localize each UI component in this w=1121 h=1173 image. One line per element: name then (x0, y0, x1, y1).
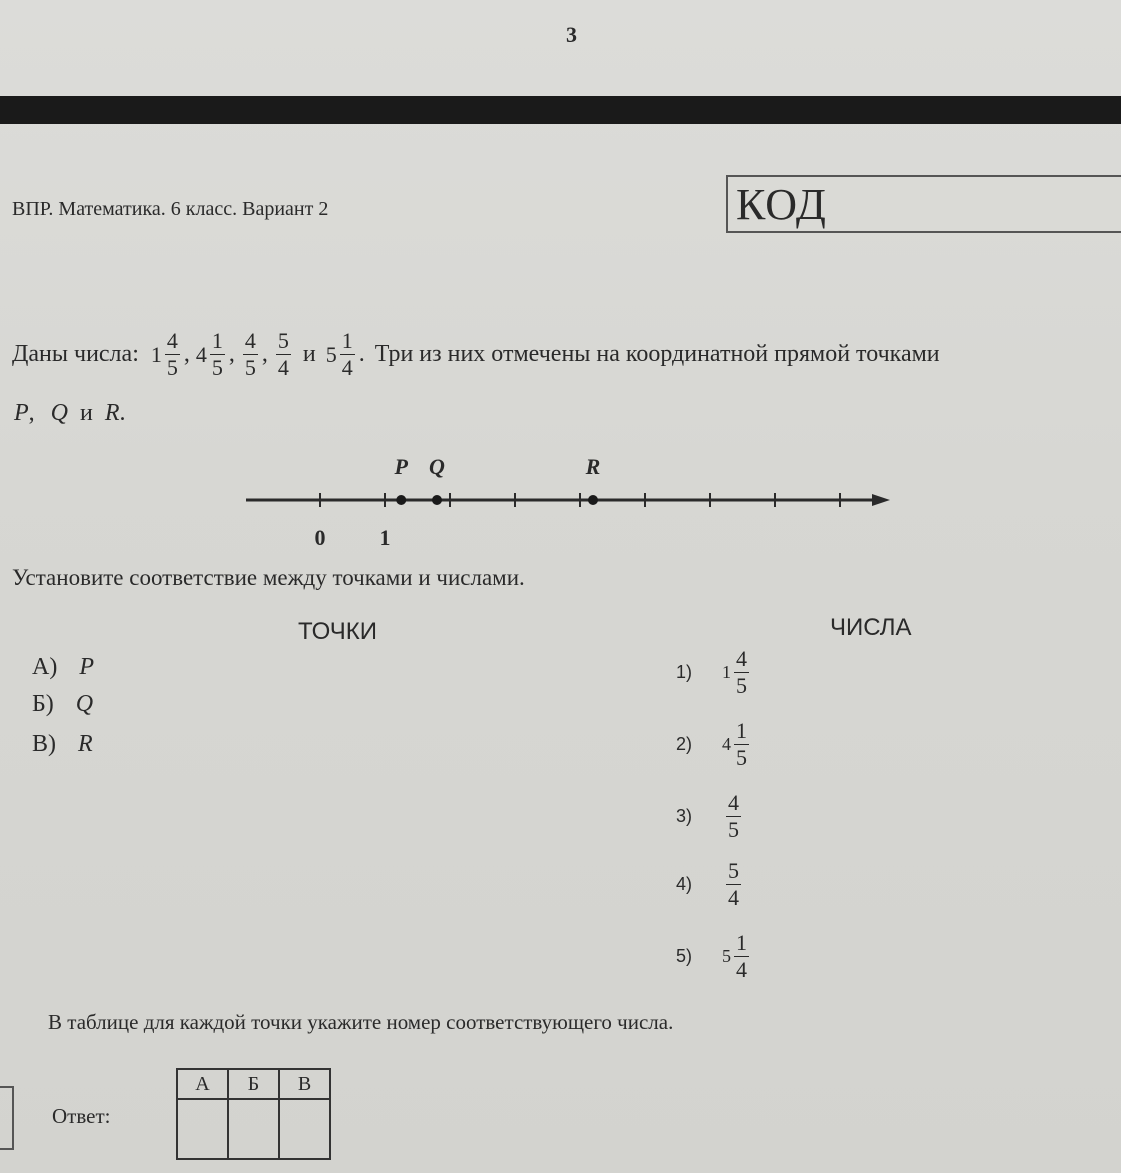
code-label: КОД (736, 180, 827, 229)
page-number: 3 (566, 22, 577, 47)
label-point-r: R (585, 454, 601, 479)
margin-mark (0, 1086, 14, 1150)
point-item-a: А) P (32, 654, 94, 680)
label-zero: 0 (314, 525, 326, 550)
given-number-4: $\frac{5}{4}$ (277, 328, 289, 380)
task-text-after: Три из них отмечены на координатной прямой точками (374, 341, 940, 367)
answer-table (176, 1068, 331, 1160)
point-p (396, 495, 406, 505)
point-item-b: Б) Q (32, 691, 94, 717)
task-points-line: P, Q и R. (14, 400, 126, 426)
points-header: ТОЧКИ (298, 618, 377, 645)
code-box (726, 175, 1121, 233)
answer-header-v: В (279, 1069, 330, 1099)
and-word: и (302, 341, 316, 367)
option-3: 3) $\frac{4}{5}$ (676, 790, 739, 842)
option-4: 4) $\frac{5}{4}$ (676, 858, 739, 910)
numbers-header: ЧИСЛА (830, 614, 912, 641)
point-q (432, 495, 442, 505)
given-number-5: 5 $\frac{1}{4}$ . (325, 328, 365, 380)
task-intro: Даны числа: (12, 341, 139, 367)
answer-cell-b[interactable] (228, 1099, 279, 1159)
given-number-2: 4 $\frac{1}{5}$ , (195, 328, 235, 380)
matching-instruction: Установите соответствие между точками и числами. (12, 565, 525, 590)
given-number-1: 1 $\frac{4}{5}$ , (150, 328, 190, 380)
answer-label: Ответ: (52, 1104, 111, 1128)
answer-cell-a[interactable] (177, 1099, 228, 1159)
number-line (240, 450, 900, 550)
answer-header-b: Б (228, 1069, 279, 1099)
option-2: 2) 4 $\frac{1}{5}$ (676, 718, 747, 770)
label-one: 1 (379, 525, 391, 550)
given-number-3: $\frac{4}{5}$ , (244, 328, 268, 380)
worksheet-title: ВПР. Математика. 6 класс. Вариант 2 (12, 198, 329, 220)
option-1: 1) 1 $\frac{4}{5}$ (676, 646, 747, 698)
axis-arrow (872, 494, 890, 506)
task-statement (12, 330, 940, 379)
answer-header-a: А (177, 1069, 228, 1099)
answer-cell-v[interactable] (279, 1099, 330, 1159)
label-point-q: Q (429, 454, 445, 479)
header-band (0, 96, 1121, 124)
option-5: 5) 5 $\frac{1}{4}$ (676, 930, 747, 982)
point-r (588, 495, 598, 505)
table-instruction: В таблице для каждой точки укажите номер соответствующего числа. (48, 1010, 674, 1034)
point-item-v: В) R (32, 731, 93, 757)
label-point-p: P (394, 454, 408, 479)
